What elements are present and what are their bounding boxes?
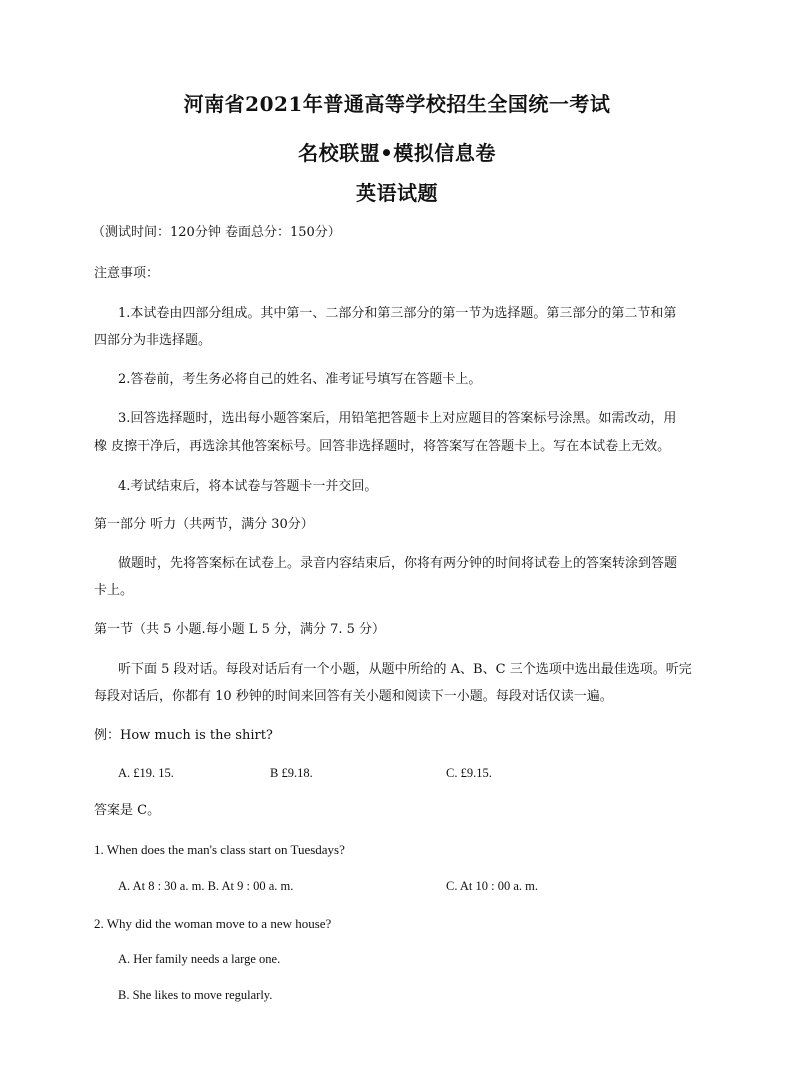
note-line: 2.答卷前，考生务必将自己的姓名、准考证号填写在答题卡上。 <box>118 372 482 387</box>
question-1-option-c: C. At 10 : 00 a. m. <box>446 879 539 893</box>
exam-info: （测试时间：120分钟 卷面总分：150分） <box>92 225 341 240</box>
section1-instruction: 每段对话后，你都有 10 秒钟的时间来回答有关小题和阅读下一小题。每段对话仅读一遍。 <box>94 689 613 704</box>
notes-heading: 注意事项： <box>94 266 160 281</box>
part1-instruction: 做题时，先将答案标在试卷上。录音内容结束后，你将有两分钟的时间将试卷上的答案转涂到答题 <box>118 556 678 571</box>
example-answer: 答案是 C。 <box>94 803 161 818</box>
example-option-c: C. £9.15. <box>446 766 492 780</box>
part1-heading: 第一部分 听力（共两节，满分 30分） <box>94 517 314 532</box>
note-line: 4.考试结束后，将本试卷与答题卡一并交回。 <box>118 479 378 494</box>
question-2: 2. Why did the woman move to a new house? <box>94 916 332 931</box>
example-option-b: B £9.18. <box>270 766 313 780</box>
subject-title: 英语试题 <box>356 181 438 205</box>
section1-heading: 第一节（共 5 小题.每小题 L 5 分，满分 7. 5 分） <box>94 622 386 637</box>
example-option-a: A. £19. 15. <box>118 766 174 780</box>
example-question: 例：How much is the shirt? <box>94 728 273 743</box>
note-line: 四部分为非选择题。 <box>94 333 212 348</box>
question-1-options-ab: A. At 8 : 30 a. m. B. At 9 : 00 a. m. <box>118 879 294 893</box>
question-2-option-b: B. She likes to move regularly. <box>118 988 273 1002</box>
exam-subtitle: 名校联盟•模拟信息卷 <box>298 141 496 165</box>
question-1: 1. When does the man's class start on Tuesdays? <box>94 842 345 857</box>
note-line: 橡 皮擦干净后，再选涂其他答案标号。回答非选择题时，将答案写在答题卡上。写在本试卷上无效。 <box>94 439 671 454</box>
question-2-option-a: A. Her family needs a large one. <box>118 952 281 966</box>
exam-main-title: 河南省2021年普通高等学校招生全国统一考试 <box>183 92 611 116</box>
part1-instruction: 卡上。 <box>94 583 134 598</box>
note-line: 1.本试卷由四部分组成。其中第一、二部分和第三部分的第一节为选择题。第三部分的第二节和第 <box>118 306 677 321</box>
section1-instruction: 听下面 5 段对话。每段对话后有一个小题，从题中所给的 A、B、C 三个选项中选出最佳选项。听完 <box>118 662 692 677</box>
note-line: 3.回答选择题时，选出每小题答案后，用铅笔把答题卡上对应题目的答案标号涂黑。如需改动，用 <box>118 411 677 426</box>
